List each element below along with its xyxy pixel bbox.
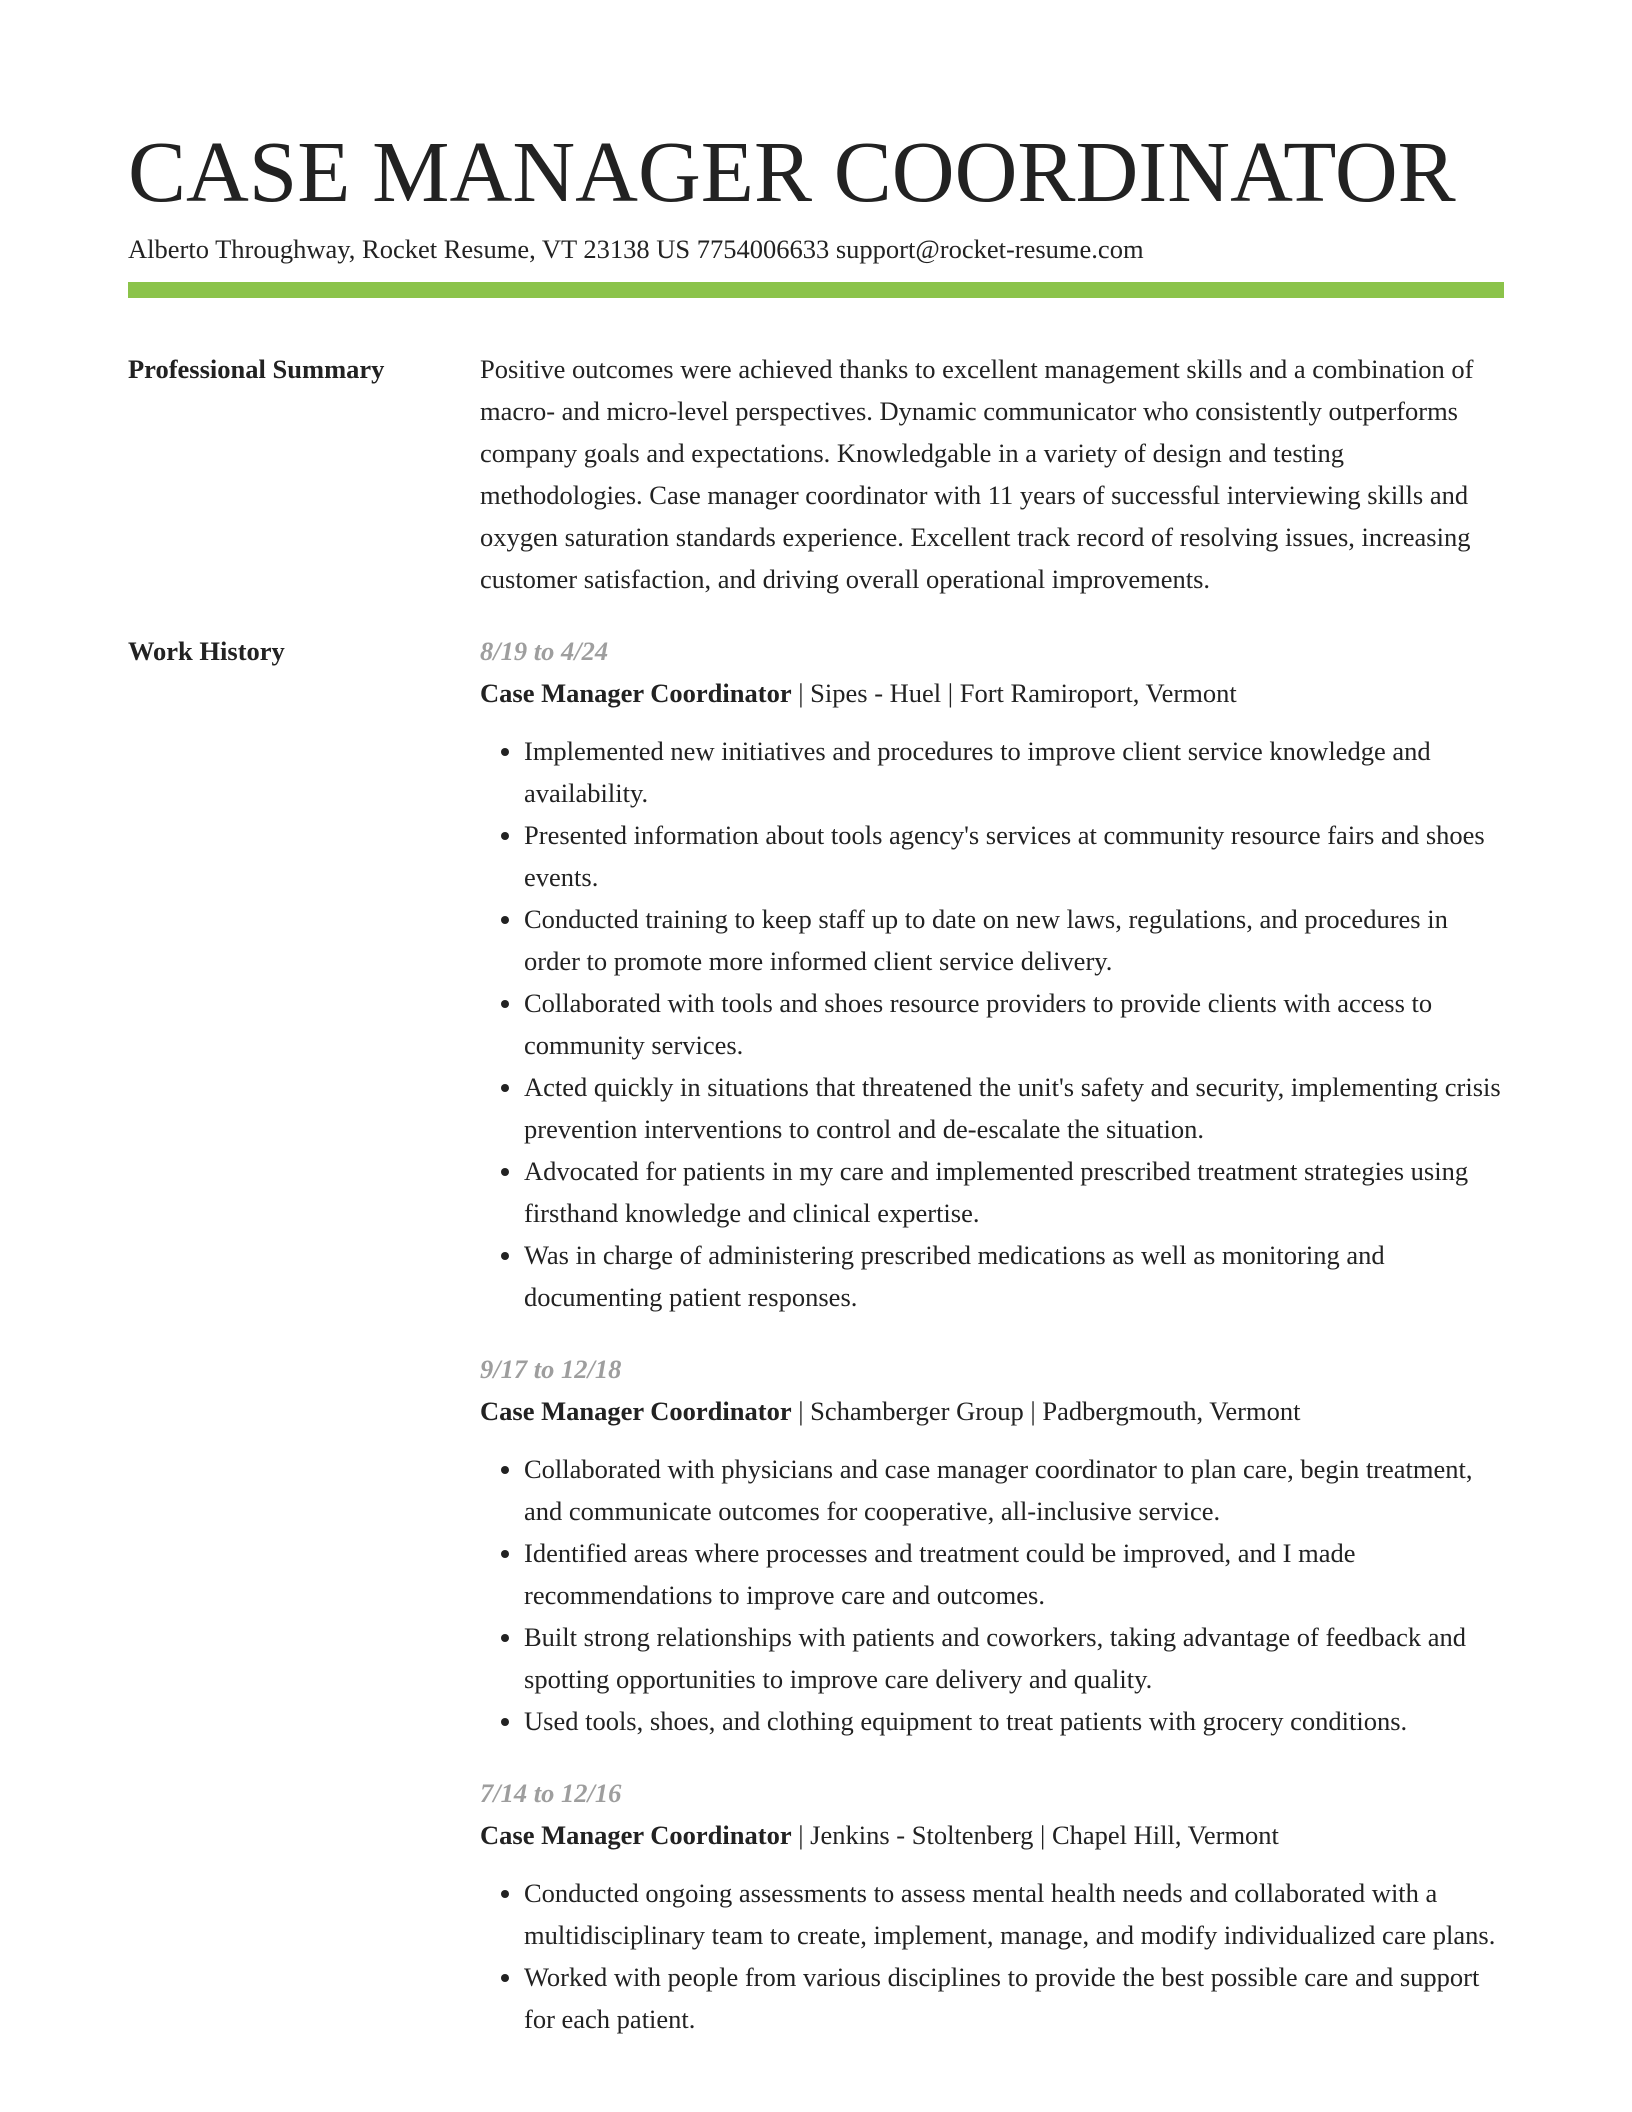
job-entry xyxy=(480,1772,1504,2040)
professional-summary-section xyxy=(128,348,1504,600)
job-bullet-list xyxy=(480,1872,1504,2040)
job-bullet: • Conducted training to keep staff up to date on new laws, regulations, and procedures in order to promote more informed client service delivery. xyxy=(524,898,1504,982)
accent-divider xyxy=(128,282,1504,298)
work-history-body xyxy=(480,630,1504,2070)
section-label-work-history: Work History xyxy=(128,636,285,666)
job-employer-location: | Schamberger Group | Padbergmouth, Vermont xyxy=(791,1396,1301,1426)
job-bullet: • Conducted ongoing assessments to assess mental health needs and collaborated with a multidisciplinary team to create, implement, manage, and modify individualized care plans. xyxy=(524,1872,1504,1956)
resume-page xyxy=(128,0,1504,2070)
section-label-summary: Professional Summary xyxy=(128,354,385,384)
job-entry xyxy=(480,1348,1504,1742)
job-bullet: • Was in charge of administering prescribed medications as well as monitoring and documenting patient responses. xyxy=(524,1234,1504,1318)
job-bullet: • Implemented new initiatives and procedures to improve client service knowledge and availability. xyxy=(524,730,1504,814)
job-bullet: • Acted quickly in situations that threatened the unit's safety and security, implementing crisis prevention interventions to control and de-escalate the situation. xyxy=(524,1066,1504,1150)
resume-name-heading: CASE MANAGER COORDINATOR xyxy=(128,123,1456,220)
job-bullet: • Used tools, shoes, and clothing equipment to treat patients with grocery conditions. xyxy=(524,1700,1504,1742)
job-title-line xyxy=(480,1814,1504,1856)
job-employer-location: | Sipes - Huel | Fort Ramiroport, Vermont xyxy=(791,678,1237,708)
job-bullet: • Worked with people from various disciplines to provide the best possible care and support for each patient. xyxy=(524,1956,1504,2040)
job-bullet: • Presented information about tools agency's services at community resource fairs and shoes events. xyxy=(524,814,1504,898)
job-title-line xyxy=(480,1390,1504,1432)
job-employer-location: | Jenkins - Stoltenberg | Chapel Hill, Vermont xyxy=(791,1820,1279,1850)
job-bullet: • Built strong relationships with patients and coworkers, taking advantage of feedback and spotting opportunities to improve care delivery and quality. xyxy=(524,1616,1504,1700)
job-bullet: • Collaborated with tools and shoes resource providers to provide clients with access to community services. xyxy=(524,982,1504,1066)
job-title-line xyxy=(480,672,1504,714)
job-bullet: • Collaborated with physicians and case manager coordinator to plan care, begin treatment, and communicate outcomes for cooperative, all-inclusive service. xyxy=(524,1448,1504,1532)
job-dates: 8/19 to 4/24 xyxy=(480,636,609,666)
job-title: Case Manager Coordinator xyxy=(480,1820,792,1850)
work-history-section xyxy=(128,630,1504,2070)
job-dates: 9/17 to 12/18 xyxy=(480,1354,622,1384)
summary-text: Positive outcomes were achieved thanks to excellent management skills and a combination of macro- and micro-level perspectives. Dynamic communicator who consistently outperforms company goals and expectations. Knowledgable in a variety of design and testing methodologies. Case manager coordinator with 11 years of successful interviewing skills and oxygen saturation standards experience. Excellent track record of resolving issues, increasing customer satisfaction, and driving overall operational improvements. xyxy=(480,354,1474,594)
job-dates: 7/14 to 12/16 xyxy=(480,1778,622,1808)
job-entry xyxy=(480,630,1504,1318)
job-bullet: • Advocated for patients in my care and implemented prescribed treatment strategies using firsthand knowledge and clinical expertise. xyxy=(524,1150,1504,1234)
job-bullet: • Identified areas where processes and treatment could be improved, and I made recommendations to improve care and outcomes. xyxy=(524,1532,1504,1616)
job-bullet-list xyxy=(480,730,1504,1318)
job-bullet-list xyxy=(480,1448,1504,1742)
job-title: Case Manager Coordinator xyxy=(480,678,792,708)
contact-line: Alberto Throughway, Rocket Resume, VT 23138 US 7754006633 support@rocket-resume.com xyxy=(128,234,1144,264)
job-title: Case Manager Coordinator xyxy=(480,1396,792,1426)
